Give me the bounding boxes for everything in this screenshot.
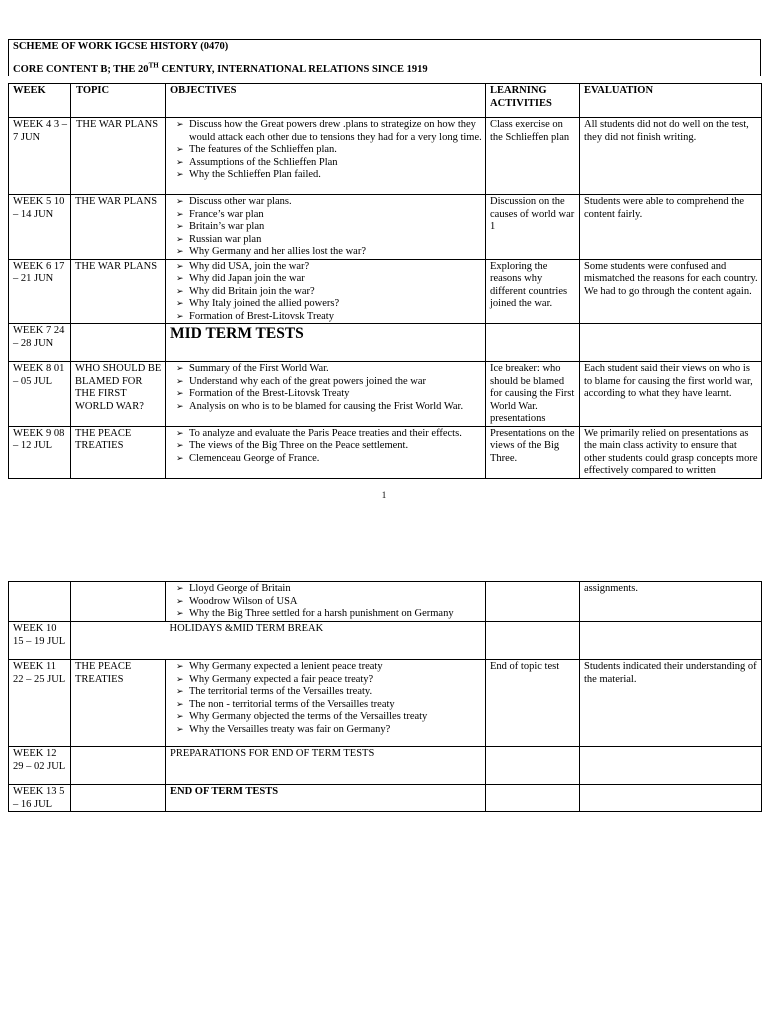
evaluation-cell bbox=[580, 747, 762, 785]
topic-cell bbox=[71, 785, 166, 812]
end-term-prep-note: PREPARATIONS FOR END OF TERM TESTS bbox=[166, 747, 486, 785]
evaluation-cell bbox=[580, 785, 762, 812]
objective-item: ➢ The features of the Schlieffen plan. bbox=[189, 144, 482, 157]
evaluation-cell: We primarily relied on presentations as the main class activity to ensure that other students could grasp concepts more effectively compared to written bbox=[580, 426, 762, 478]
objective-item: ➢ Why the Big Three settled for a harsh punishment on Germany bbox=[189, 608, 482, 621]
topic-cell: THE PEACE TREATIES bbox=[71, 660, 166, 747]
objective-item: ➢ Why Germany expected a fair peace treaty? bbox=[189, 674, 482, 687]
activities-cell: Class exercise on the Schlieffen plan bbox=[486, 118, 580, 195]
objective-item: ➢ Clemenceau George of France. bbox=[189, 453, 482, 466]
objective-item: ➢ Discuss other war plans. bbox=[189, 196, 482, 209]
objective-item: ➢ Formation of Brest-Litovsk Treaty bbox=[189, 311, 482, 324]
objective-item: ➢ Analysis on who is to be blamed for causing the Frist World War. bbox=[189, 401, 482, 414]
week-cell: WEEK 4 3 – 7 JUN bbox=[9, 118, 71, 195]
evaluation-cell: Some students were confused and mismatched the reasons for each country. We had to go through the content again. bbox=[580, 259, 762, 324]
objective-item: ➢ Woodrow Wilson of USA bbox=[189, 596, 482, 609]
scheme-of-work-page-1 bbox=[8, 39, 761, 479]
topic-cell bbox=[71, 582, 166, 622]
objective-item: ➢ Britain’s war plan bbox=[189, 221, 482, 234]
activities-cell bbox=[486, 747, 580, 785]
document-title: SCHEME OF WORK IGCSE HISTORY (0470) bbox=[13, 41, 229, 52]
objectives-cell bbox=[166, 660, 486, 747]
table-row bbox=[9, 582, 762, 622]
activities-cell: Discussion on the causes of world war 1 bbox=[486, 195, 580, 260]
evaluation-cell: Students indicated their understanding of the material. bbox=[580, 660, 762, 747]
page-number: 1 bbox=[381, 490, 387, 500]
objectives-cell bbox=[166, 362, 486, 427]
evaluation-cell bbox=[580, 622, 762, 660]
topic-cell: WHO SHOULD BE BLAMED FOR THE FIRST WORLD WAR? bbox=[71, 362, 166, 427]
table-row bbox=[9, 362, 762, 427]
week-cell: WEEK 11 22 – 25 JUL bbox=[9, 660, 71, 747]
objective-item: ➢ The territorial terms of the Versailles treaty. bbox=[189, 686, 482, 699]
objective-item: ➢ Russian war plan bbox=[189, 234, 482, 247]
objectives-cell bbox=[166, 118, 486, 195]
week-cell: WEEK 6 17 – 21 JUN bbox=[9, 259, 71, 324]
objective-item: ➢ Why did Japan join the war bbox=[189, 273, 482, 286]
column-header-evaluation: EVALUATION bbox=[580, 84, 762, 118]
week-cell: WEEK 7 24 – 28 JUN bbox=[9, 324, 71, 362]
topic-cell: THE WAR PLANS bbox=[71, 259, 166, 324]
evaluation-cell: Each student said their views on who is to blame for causing the first world war, according to what they have learnt. bbox=[580, 362, 762, 427]
week-cell: WEEK 13 5 – 16 JUL bbox=[9, 785, 71, 812]
document-subtitle: CORE CONTENT B; THE 20TH CENTURY, INTERNATIONAL RELATIONS SINCE 1919 bbox=[13, 61, 428, 75]
topic-cell bbox=[71, 747, 166, 785]
week-cell bbox=[9, 582, 71, 622]
objective-item: ➢ Understand why each of the great powers joined the war bbox=[189, 376, 482, 389]
table-row bbox=[9, 259, 762, 324]
activities-cell bbox=[486, 785, 580, 812]
objective-item: ➢ Formation of the Brest-Litovsk Treaty bbox=[189, 388, 482, 401]
week-cell: WEEK 8 01 – 05 JUL bbox=[9, 362, 71, 427]
objective-item: ➢ Why Germany and her allies lost the war? bbox=[189, 246, 482, 259]
table-row bbox=[9, 426, 762, 478]
objective-item: ➢ Why Italy joined the allied powers? bbox=[189, 298, 482, 311]
evaluation-cell bbox=[580, 324, 762, 362]
objective-item: ➢ Summary of the First World War. bbox=[189, 363, 482, 376]
document-header bbox=[8, 39, 761, 76]
week-cell: WEEK 12 29 – 02 JUL bbox=[9, 747, 71, 785]
table-row bbox=[9, 660, 762, 747]
activities-cell: Presentations on the views of the Big Three. bbox=[486, 426, 580, 478]
scheme-table-continued bbox=[8, 581, 762, 812]
objective-item: ➢ Why Germany expected a lenient peace treaty bbox=[189, 661, 482, 674]
objective-item: ➢ Why the Schlieffen Plan failed. bbox=[189, 169, 482, 182]
column-header-week: WEEK bbox=[9, 84, 71, 118]
objective-item: ➢ Why Germany objected the terms of the Versailles treaty bbox=[189, 711, 482, 724]
activities-cell bbox=[486, 622, 580, 660]
topic-cell: THE WAR PLANS bbox=[71, 118, 166, 195]
topic-cell bbox=[71, 622, 166, 660]
topic-cell: THE PEACE TREATIES bbox=[71, 426, 166, 478]
week-cell: WEEK 10 15 – 19 JUL bbox=[9, 622, 71, 660]
table-row bbox=[9, 195, 762, 260]
mid-term-tests-note: MID TERM TESTS bbox=[166, 324, 486, 362]
objectives-cell bbox=[166, 426, 486, 478]
table-row bbox=[9, 785, 762, 812]
scheme-table bbox=[8, 83, 762, 479]
objectives-cell bbox=[166, 195, 486, 260]
objectives-cell bbox=[166, 259, 486, 324]
activities-cell: Exploring the reasons why different countries joined the war. bbox=[486, 259, 580, 324]
column-header-activities: LEARNING ACTIVITIES bbox=[486, 84, 580, 118]
objective-item: ➢ Assumptions of the Schlieffen Plan bbox=[189, 157, 482, 170]
objectives-cell bbox=[166, 582, 486, 622]
activities-cell: End of topic test bbox=[486, 660, 580, 747]
scheme-of-work-page-2 bbox=[8, 581, 761, 812]
topic-cell: THE WAR PLANS bbox=[71, 195, 166, 260]
end-term-tests-note: END OF TERM TESTS bbox=[166, 785, 486, 812]
table-row bbox=[9, 118, 762, 195]
activities-cell bbox=[486, 324, 580, 362]
holidays-note: HOLIDAYS &MID TERM BREAK bbox=[166, 622, 486, 660]
evaluation-cell: All students did not do well on the test, they did not finish writing. bbox=[580, 118, 762, 195]
evaluation-cell: Students were able to comprehend the content fairly. bbox=[580, 195, 762, 260]
column-header-row bbox=[9, 84, 762, 118]
topic-cell bbox=[71, 324, 166, 362]
objective-item: ➢ The views of the Big Three on the Peace settlement. bbox=[189, 440, 482, 453]
objective-item: ➢ Discuss how the Great powers drew .plans to strategize on how they would attack each other due to tensions they had for a very long time. bbox=[189, 119, 482, 144]
objective-item: ➢ The non - territorial terms of the Versailles treaty bbox=[189, 699, 482, 712]
objective-item: ➢ Why did USA, join the war? bbox=[189, 261, 482, 274]
objective-item: ➢ Lloyd George of Britain bbox=[189, 583, 482, 596]
objective-item: ➢ Why did Britain join the war? bbox=[189, 286, 482, 299]
activities-cell bbox=[486, 582, 580, 622]
activities-cell: Ice breaker: who should be blamed for causing the First World War. presentations bbox=[486, 362, 580, 427]
table-row bbox=[9, 747, 762, 785]
week-cell: WEEK 9 08 – 12 JUL bbox=[9, 426, 71, 478]
objective-item: ➢ France’s war plan bbox=[189, 209, 482, 222]
table-row bbox=[9, 324, 762, 362]
week-cell: WEEK 5 10 – 14 JUN bbox=[9, 195, 71, 260]
objective-item: ➢ To analyze and evaluate the Paris Peace treaties and their effects. bbox=[189, 428, 482, 441]
objective-item: ➢ Why the Versailles treaty was fair on Germany? bbox=[189, 724, 482, 737]
table-row bbox=[9, 622, 762, 660]
column-header-objectives: OBJECTIVES bbox=[166, 84, 486, 118]
column-header-topic: TOPIC bbox=[71, 84, 166, 118]
evaluation-cell: assignments. bbox=[580, 582, 762, 622]
